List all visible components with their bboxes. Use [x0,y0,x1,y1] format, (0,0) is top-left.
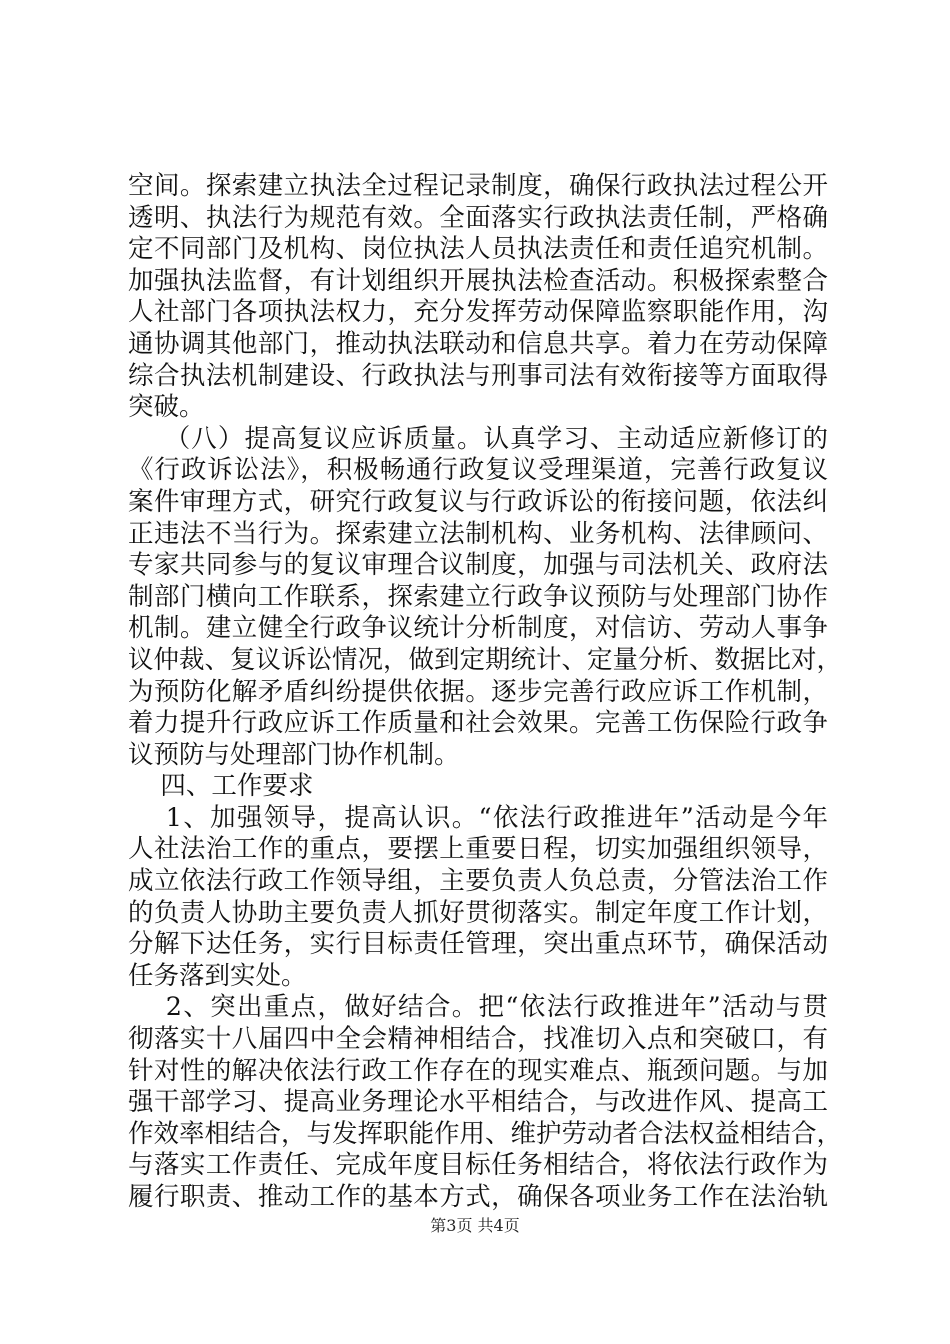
text-line: 2、突出重点，做好结合。把“依法行政推进年”活动与贯 [128,992,828,1023]
text-line: 彻落实十八届四中全会精神相结合，找准切入点和突破口，有 [128,1024,828,1055]
text-line: 专家共同参与的复议审理合议制度，加强与司法机关、政府法 [128,550,828,581]
text-line: 着力提升行政应诉工作质量和社会效果。完善工伤保险行政争 [128,708,828,739]
page-footer [0,1216,950,1236]
text-line: 正违法不当行为。探索建立法制机构、业务机构、法律顾问、 [128,518,828,549]
text-line: 针对性的解决依法行政工作存在的现实难点、瓶颈问题。与加 [128,1055,828,1086]
text-line: 《行政诉讼法》，积极畅通行政复议受理渠道，完善行政复议 [128,455,828,486]
text-line: 1、加强领导，提高认识。“依法行政推进年”活动是今年 [128,802,828,833]
text-line: 空间。探索建立执法全过程记录制度，确保行政执法过程公开 [128,171,828,201]
text-line: 议预防与处理部门协作机制。 [128,739,460,770]
page-number-label: 第3页 共4页 [430,1216,520,1235]
text-line: 作效率相结合，与发挥职能作用、维护劳动者合法权益相结合， [128,1118,843,1149]
text-line: 通协调其他部门，推动执法联动和信息共享。着力在劳动保障 [128,328,828,359]
text-line: 履行职责、推动工作的基本方式，确保各项业务工作在法治轨 [128,1182,828,1212]
text-line: 突破。 [128,392,205,423]
document-body [128,171,843,1214]
text-line: 为预防化解矛盾纠纷提供依据。逐步完善行政应诉工作机制， [128,676,828,707]
text-line: 任务落到实处。 [128,960,307,991]
text-line: 案件审理方式，研究行政复议与行政诉讼的衔接问题，依法纠 [128,486,828,517]
text-line: 综合执法机制建设、行政执法与刑事司法有效衔接等方面取得 [128,360,828,391]
text-line: 人社部门各项执法权力，充分发挥劳动保障监察职能作用，沟 [128,297,828,328]
text-line: 定不同部门及机构、岗位执法人员执法责任和责任追究机制。 [128,234,828,265]
text-line: 成立依法行政工作领导组，主要负责人负总责，分管法治工作 [128,866,828,897]
text-line: 分解下达任务，实行目标责任管理，突出重点环节，确保活动 [128,929,828,960]
section-heading: 四、工作要求 [128,771,314,802]
text-line: 加强执法监督，有计划组织开展执法检查活动。积极探索整合 [128,265,828,296]
text-line: （八）提高复议应诉质量。认真学习、主动适应新修订的 [128,423,828,454]
text-line: 议仲裁、复议诉讼情况，做到定期统计、定量分析、数据比对， [128,644,843,675]
text-line: 机制。建立健全行政争议统计分析制度，对信访、劳动人事争 [128,613,828,644]
text-line: 人社法治工作的重点，要摆上重要日程，切实加强组织领导， [128,834,828,865]
text-line: 透明、执法行为规范有效。全面落实行政执法责任制，严格确 [128,202,828,233]
text-line: 制部门横向工作联系，探索建立行政争议预防与处理部门协作 [128,581,828,612]
text-line: 强干部学习、提高业务理论水平相结合，与改进作风、提高工 [128,1087,828,1118]
text-line: 与落实工作责任、完成年度目标任务相结合，将依法行政作为 [128,1150,828,1181]
text-line: 的负责人协助主要负责人抓好贯彻落实。制定年度工作计划， [128,897,828,928]
